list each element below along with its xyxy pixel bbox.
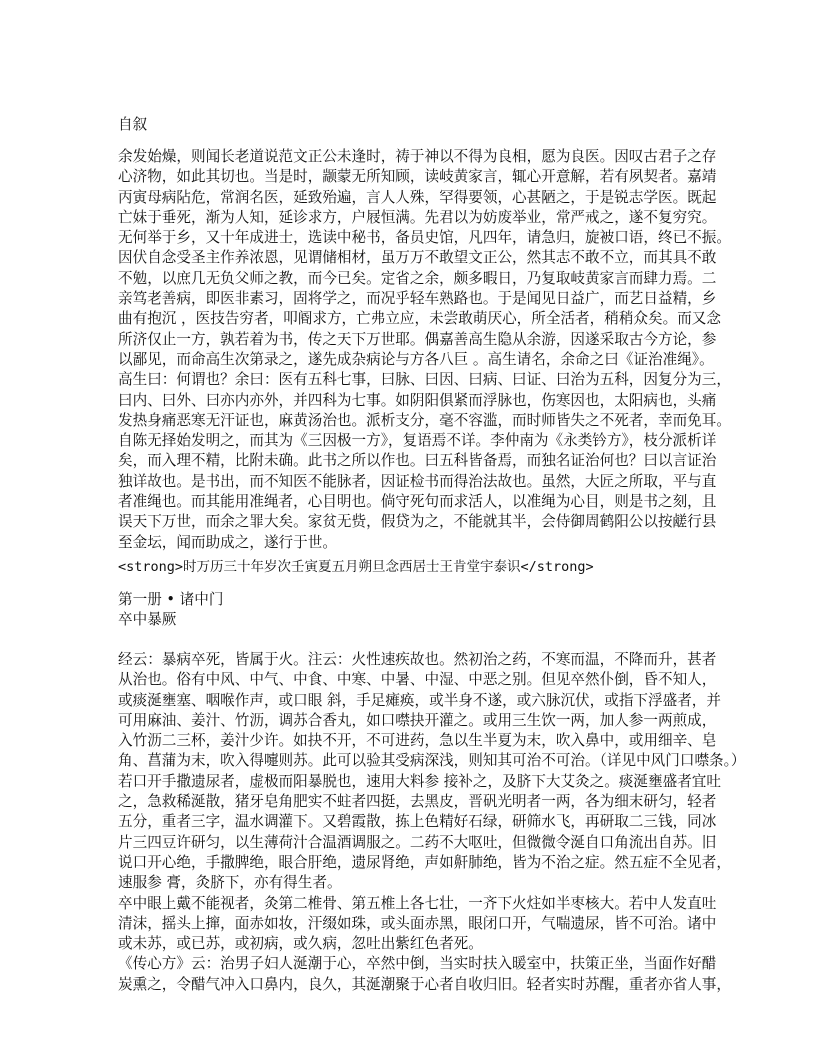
text-line: 所济仅止一方，孰若着为书，传之天下万世耶。偶嘉善高生隐从余游，因遂采取古今方论，参 — [118, 330, 717, 348]
text-line: 《传心方》云：治男子妇人涎潮于心，卒然中倒，当实时扶入暖室中，扶策正坐，当面作好醋 — [118, 955, 717, 973]
signature-text: <strong>时万历三十年岁次壬寅夏五月朔旦念西居士王肯堂宇泰识</strong> — [118, 559, 594, 575]
text-line: 或痰涎壅塞、咽喉作声，或口眼 斜，手足瘫痪，或半身不遂，或六脉沉伏，或指下浮盛者，并 — [118, 691, 721, 709]
text-line: 可用麻油、姜汁、竹沥，调苏合香丸，如口噤抉开灌之。或用三生饮一两，加人参一两煎成， — [118, 711, 717, 729]
paragraph — [118, 954, 731, 995]
text-line: 亡妹于垂死，渐为人知，延诊求方，户屐恒满。先君以为妨废举业，常严戒之，遂不复穷究。 — [118, 208, 717, 226]
text-line: 片三四豆许研匀，以生薄荷汁合温酒调服之。二药不大呕吐，但微微令涎自口角流出自苏。旧 — [118, 833, 717, 851]
text-line: 或未苏，或已苏，或初病，或久病，忽吐出紫红色者死。 — [118, 935, 483, 953]
text-line: 至金坛，闻而助成之，遂行于世。 — [118, 533, 337, 551]
text-line: 曲有抱沉 ，医技告穷者，叩阍求方，亡弗立应，未尝敢萌厌心，所全活者，稍稍众矣。而又念 — [118, 310, 721, 328]
text-line: 速服参 膏，灸脐下，亦有得生者。 — [118, 874, 342, 892]
text-line: 曰内、曰外、曰亦内亦外，并四科为七事。如阴阳俱紧而浮脉也，伤寒因也，太阳病也，头痛 — [118, 391, 717, 409]
volume-title: 第一册 • 诸中门 — [118, 591, 224, 608]
text-line: 卒中眼上戴不能视者，灸第二椎骨、第五椎上各七壮，一齐下火炷如半枣核大。若中人发直吐 — [118, 894, 717, 912]
text-line: 矣，而入理不精，比附未确。此书之所以作也。曰五科皆备焉，而独名证治何也？曰以言证治 — [118, 452, 717, 470]
preface-body — [118, 147, 731, 553]
text-line: 因伏自念受圣主作养浓恩，见谓储相材，虽万万不敢望文正公，然其志不敢不立，而其具不敢 — [118, 249, 717, 267]
text-line: 无何举于乡，又十年成进士，选读中秘书，备员史馆，凡四年，请急归，旋被口语，终已不振。 — [118, 229, 731, 247]
text-line: 高生曰：何谓也？余曰：医有五科七事，曰脉、曰因、曰病、曰证、曰治为五科，因复分为三， — [118, 371, 731, 389]
chapter-title: 卒中暴厥 — [118, 611, 177, 629]
paragraph — [118, 894, 717, 955]
text-line: 亲笃老善病，即医非素习，固将学之，而况乎轻车熟路也。于是闻见日益广，而艺日益精，乡 — [118, 290, 717, 308]
text-line: 不勉，以庶几无负父师之教，而今已矣。定省之余，颇多暇日，乃复取岐黄家言而肆力焉。二 — [118, 269, 717, 287]
chapter-heading — [118, 590, 702, 631]
text-line: 之，急救稀涎散，猪牙皂角肥实不蛀者四挺，去黑皮，晋矾光明者一两，各为细末研匀，轻者 — [118, 793, 717, 811]
preface-title — [118, 115, 702, 135]
text-line: 余发始燥，则闻长老道说范文正公未逢时，祷于神以不得为良相，愿为良医。因叹古君子之存 — [118, 148, 717, 165]
text-line: 经云：暴病卒死，皆属于火。注云：火性速疾故也。然初治之药，不寒而温，不降而升，甚者 — [118, 651, 717, 668]
text-line: 清沫，摇头上撺，面赤如妆，汗缀如珠，或头面赤黑，眼闭口开，气喘遗尿，皆不可治。诸中 — [118, 914, 717, 932]
text-line: 发热身痛恶寒无汗证也，麻黄汤治也。派析支分，毫不容滥，而时师皆失之不死者，幸而免耳。 — [118, 411, 731, 429]
text-line: 炭熏之，令醋气冲入口鼻内，良久，其涎潮聚于心者自收归旧。轻者实时苏醒，重者亦省人事， — [118, 975, 731, 993]
text-line: 者准绳也。而其能用准绳者，心目明也。倘守死句而求活人，以准绳为心目，则是书之刻，且 — [118, 493, 717, 511]
signature-line — [118, 557, 702, 577]
text-line: 丙寅母病阽危，常润名医，延致殆遍，言人人殊，罕得要领，心甚陋之，于是锐志学医。既起 — [118, 188, 717, 206]
chapter-body — [118, 650, 746, 995]
paragraph — [118, 147, 731, 553]
text-line: 五分，重者三字，温水调灌下。又碧霞散，拣上色精好石绿，研筛水飞，再研取二三钱，同冰 — [118, 813, 717, 831]
paragraph — [118, 650, 746, 894]
text-line: 误天下万世，而余之罪大矣。家贫无赀，假贷为之，不能就其半，会侍御周鹤阳公以按鹾行县 — [118, 513, 717, 531]
text-line: 独详故也。是书出，而不知医不能脉者，因证检书而得治法故也。虽然，大匠之所取，平与直 — [118, 472, 717, 490]
heading: 自叙 — [118, 116, 148, 133]
text-line: 角、菖蒲为末，吹入得嚏则苏。此可以验其受病深浅，则知其可治不可治。（详见中风门口噤条。） — [118, 752, 746, 770]
text-line: 心济物，如此其切也。当是时，颛蒙无所知顾，读岐黄家言，辄心开意解，若有夙契者。嘉靖 — [118, 168, 717, 186]
text-line: 入竹沥二三杯，姜汁少许。如抉不开，不可进药，急以生半夏为末，吹入鼻中，或用细辛、皂 — [118, 732, 717, 750]
text-line: 若口开手撒遗尿者，虚极而阳暴脱也，速用大料参 接补之，及脐下大艾灸之。痰涎壅盛者宜吐 — [118, 772, 721, 790]
text-line: 从治也。俗有中风、中气、中食、中寒、中暑、中湿、中恶之别。但见卒然仆倒，昏不知人， — [118, 671, 717, 689]
text-line: 自陈无择始发明之，而其为《三因极一方》，复语焉不详。李仲南为《永类钤方》，枝分派析详 — [118, 432, 717, 450]
text-line: 说口开心绝，手撒脾绝，眼合肝绝，遗尿肾绝，声如鼾肺绝，皆为不治之症。然五症不全见者， — [118, 853, 731, 871]
text-line: 以鄙见，而命高生次第录之，遂先成杂病论与方各八巨 。高生请名，余命之曰《证治准绳》。 — [118, 350, 714, 368]
